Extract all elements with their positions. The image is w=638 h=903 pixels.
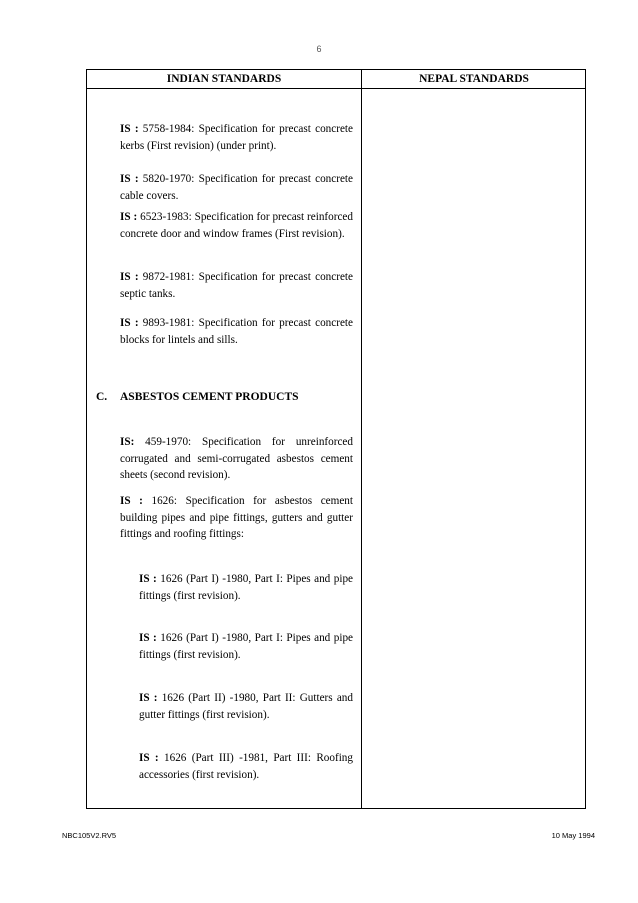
sub-standard-entry xyxy=(139,750,353,783)
sub-standard-entry xyxy=(139,630,353,663)
table-header-row xyxy=(87,70,585,89)
standard-code: IS : xyxy=(120,495,143,507)
standard-code: IS : xyxy=(120,271,143,283)
header-indian-standards: INDIAN STANDARDS xyxy=(166,73,282,85)
standard-entry xyxy=(120,315,353,348)
standard-code: IS : xyxy=(139,692,158,704)
standard-code: IS : xyxy=(120,317,143,329)
standard-entry xyxy=(120,493,353,543)
standard-text: 6523-1983: Specification for precast reinforced concrete door and window frames (First revision). xyxy=(120,211,353,240)
standard-code: IS : xyxy=(120,211,141,223)
header-nepal-standards: NEPAL STANDARDS xyxy=(419,73,529,85)
footer-date: 10 May 1994 xyxy=(551,831,595,840)
standard-code: IS : xyxy=(139,573,157,585)
section-letter: C. xyxy=(96,391,108,403)
standard-text: 1626: Specification for asbestos cement building pipes and pipe fittings, gutters and gutter fittings and roofing fittings: xyxy=(120,495,354,541)
standard-entry xyxy=(120,269,353,302)
footer-doc-id: NBC105V2.RV5 xyxy=(62,831,117,840)
standard-code: IS : xyxy=(139,752,159,764)
standards-table xyxy=(86,69,586,809)
standard-code: IS : xyxy=(139,632,157,644)
standard-entry xyxy=(120,434,353,484)
section-heading xyxy=(96,391,299,403)
standard-text: 1626 (Part III) -1981, Part III: Roofing accessories (first revision). xyxy=(139,752,353,781)
standard-text: 1626 (Part I) -1980, Part I: Pipes and pipe fittings (first revision). xyxy=(139,573,353,602)
standard-text: 9893-1981: Specification for precast concrete blocks for lintels and sills. xyxy=(120,317,353,346)
standard-entry xyxy=(120,209,353,242)
standard-code: IS : xyxy=(120,173,143,185)
section-title: ASBESTOS CEMENT PRODUCTS xyxy=(120,391,299,403)
page-number: 6 xyxy=(316,44,322,54)
sub-standard-entry xyxy=(139,571,353,604)
standard-text: 459-1970: Specification for unreinforced corrugated and semi-corrugated asbestos cement sheets (second revision). xyxy=(120,436,353,482)
standard-entry xyxy=(120,171,353,204)
standard-code: IS : xyxy=(120,123,143,135)
standard-text: 5758-1984: Specification for precast concrete kerbs (First revision) (under print). xyxy=(120,123,353,152)
standard-entry xyxy=(120,121,353,154)
standard-text: 9872-1981: Specification for precast concrete septic tanks. xyxy=(120,271,353,300)
standard-text: 5820-1970: Specification for precast concrete cable covers. xyxy=(120,173,353,202)
standard-code: IS: xyxy=(120,436,135,448)
standard-text: 1626 (Part I) -1980, Part I: Pipes and pipe fittings (first revision). xyxy=(139,632,353,661)
column-divider xyxy=(361,70,362,808)
standard-text: 1626 (Part II) -1980, Part II: Gutters and gutter fittings (first revision). xyxy=(139,692,353,721)
sub-standard-entry xyxy=(139,690,353,723)
